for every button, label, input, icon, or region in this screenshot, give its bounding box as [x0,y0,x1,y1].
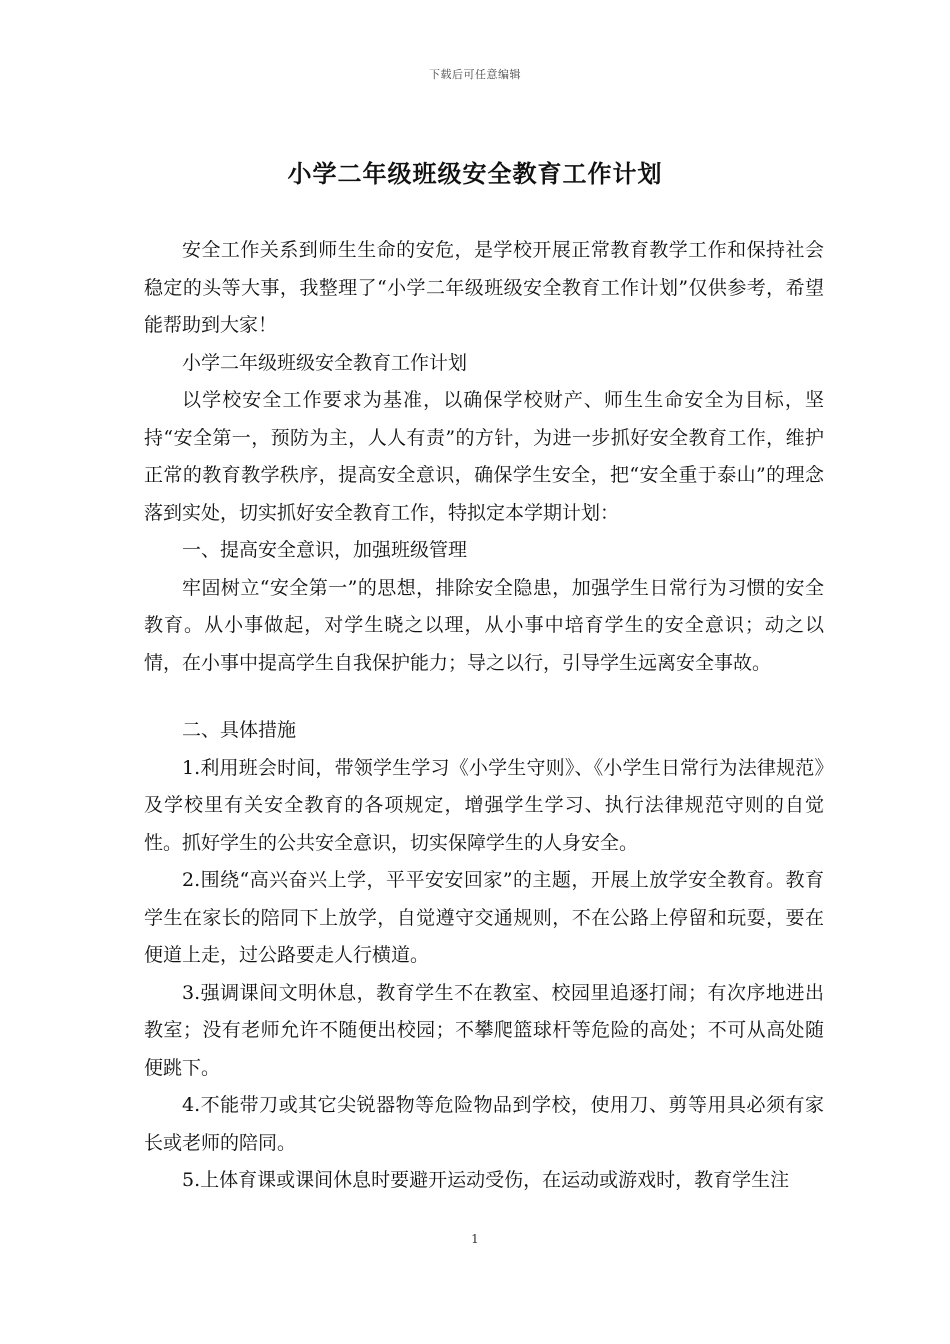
paragraph-guideline: 以学校安全工作要求为基准，以确保学校财产、师生生命安全为目标，坚持“安全第一，预防为主，人人有责”的方针，为进一步抓好安全教育工作，维护正常的教育教学秩序，提高安全意识，确保学生安全，把“安全重于泰山”的理念落到实处，切实抓好安全教育工作，特拟定本学期计划： [144,389,824,524]
document-title: 小学二年级班级安全教育工作计划 [287,160,663,188]
list-item-2: 2.围绕“高兴奋兴上学，平平安安回家”的主题，开展上放学安全教育。教育学生在家长的陪同下上放学，自觉遵守交通规则，不在公路上停留和玩耍，要在便道上走，过公路要走人行横道。 [144,869,824,966]
paragraph-subtitle: 小学二年级班级安全教育工作计划 [182,351,468,374]
list-item-5: 5.上体育课或课间休息时要避开运动受伤，在运动或游戏时，教育学生注 [182,1169,790,1191]
section-heading-1: 一、提高安全意识，加强班级管理 [182,539,468,561]
list-item-3: 3.强调课间文明休息，教育学生不在教室、校园里追逐打闹；有次序地进出教室；没有老师允许不随便出校园；不攀爬篮球杆等危险的高处；不可从高处随便跳下。 [144,981,824,1079]
list-item-1: 1.利用班会时间，带领学生学习《小学生守则》、《小学生日常行为法律规范》及学校里有关安全教育的各项规定，增强学生学习、执行法律规范守则的自觉性。抓好学生的公共安全意识，切实保障学生的人身安全。 [144,756,824,854]
header-note: 下载后可任意编辑 [429,68,521,81]
list-item-4: 4.不能带刀或其它尖锐器物等危险物品到学校，使用刀、剪等用具必须有家长或老师的陪同。 [144,1094,824,1154]
paragraph-intro: 安全工作关系到师生生命的安危，是学校开展正常教育教学工作和保持社会稳定的头等大事，我整理了“小学二年级班级安全教育工作计划”仅供参考，希望能帮助到大家！ [144,239,824,336]
document-body [144,232,824,1200]
page-number: 1 [471,1232,479,1246]
section-heading-2: 二、具体措施 [182,719,297,741]
paragraph-section-1: 牢固树立“安全第一”的思想，排除安全隐患，加强学生日常行为习惯的安全教育。从小事做起，对学生晓之以理，从小事中培育学生的安全意识；动之以情，在小事中提高学生自我保护能力；导之以行，引导学生远离安全事故。 [144,576,824,674]
